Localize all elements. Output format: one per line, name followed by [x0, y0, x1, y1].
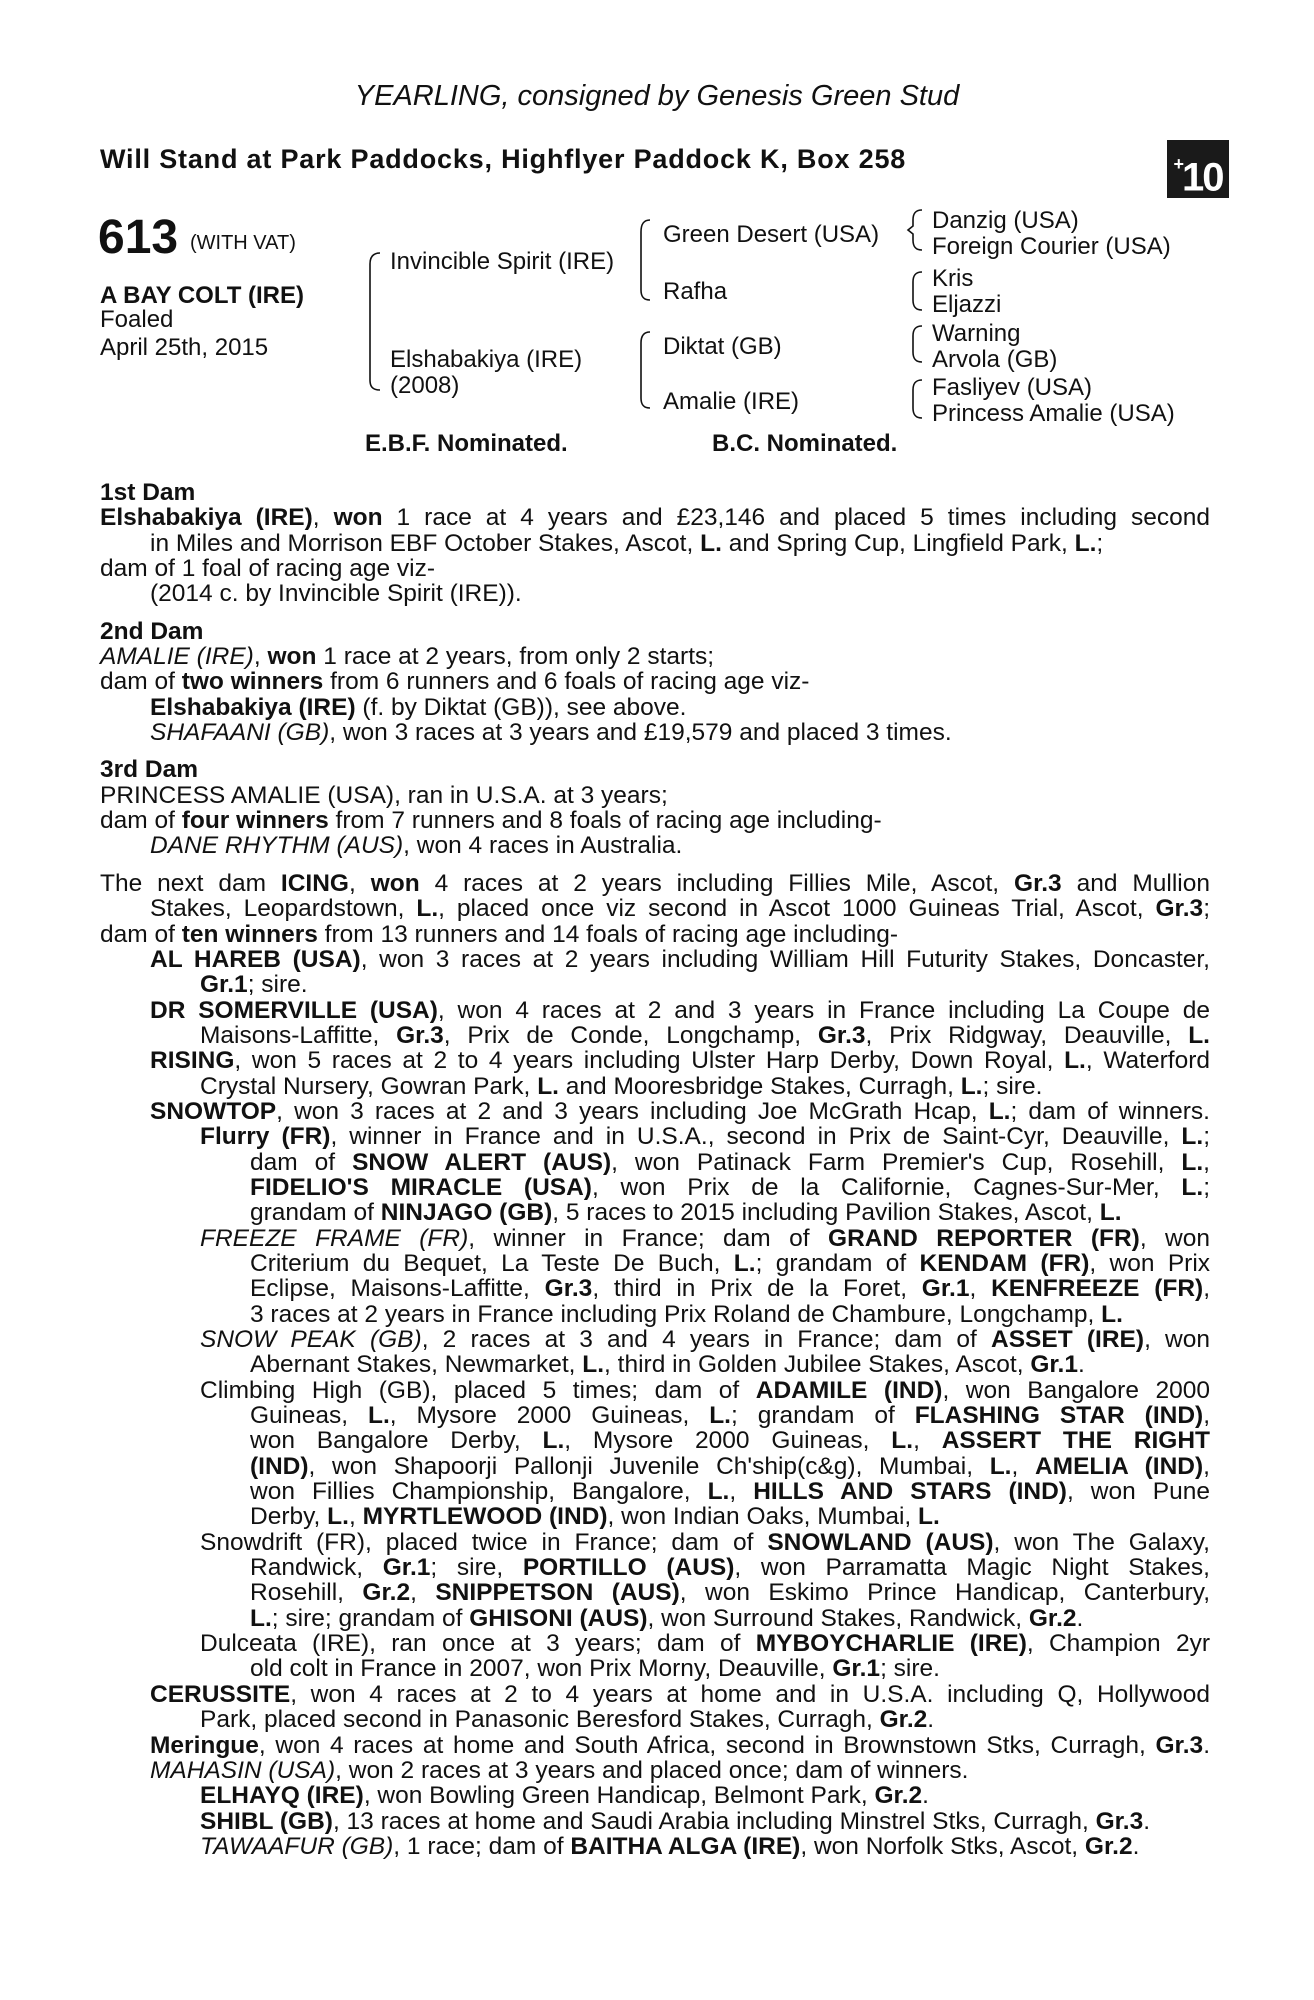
horse-name: A BAY COLT (IRE): [100, 282, 305, 309]
text-run: from 13 runners and 14 foals of racing age including-: [317, 920, 899, 948]
stand-location: Will Stand at Park Paddocks, Highflyer Paddock K, Box 258: [100, 144, 907, 174]
catalogue-title: YEARLING, consigned by Genesis Green Stud: [354, 80, 960, 112]
italic-run: SNOW PEAK (GB): [200, 1326, 422, 1353]
text-line: [100, 1580, 1210, 1605]
bold-run: (IND): [250, 1452, 309, 1480]
bold-run: Gr.3: [1155, 895, 1204, 923]
text-run: ; sire.: [247, 971, 308, 999]
bold-run: NINJAGO (GB): [380, 1199, 553, 1227]
text-line: [100, 1428, 1210, 1453]
text-run: Criterium du Bequet, La Teste De Buch,: [250, 1249, 734, 1277]
text-run: , Waterford: [1085, 1047, 1210, 1075]
text-line: [100, 1175, 1210, 1200]
bold-run: Gr.1: [200, 971, 248, 999]
bracket-g56: [913, 326, 922, 362]
text-run: Park, placed second in Panasonic Beresford Stakes, Curragh,: [200, 1706, 880, 1734]
bold-run: ASSET (IRE): [991, 1326, 1145, 1353]
text-run: , placed once viz second in Ascot 1000 Guineas Trial, Ascot,: [438, 895, 1156, 923]
bold-run: L.: [1181, 1173, 1204, 1201]
text-run: Climbing High (GB), placed 5 times; dam of: [200, 1376, 756, 1404]
bold-run: Flurry (FR): [200, 1123, 331, 1151]
bold-run: SNOWLAND (AUS): [767, 1528, 994, 1556]
text-run: ; sire; grandam of: [271, 1604, 470, 1632]
text-line: [100, 1352, 1210, 1377]
bold-run: Gr.1: [832, 1655, 881, 1683]
text-run: in Miles and Morrison EBF October Stakes, Ascot,: [150, 529, 701, 557]
text-run: ,: [1203, 1148, 1210, 1176]
text-line: [100, 480, 1210, 505]
text-line: [100, 1023, 1210, 1048]
foaled-date: Foaled April 25th, 2015: [100, 306, 269, 361]
bold-run: AL HAREB (USA): [150, 945, 361, 973]
text-run: old colt in France in 2007, won Prix Morny, Deauville,: [250, 1655, 833, 1683]
text-line: [100, 644, 1210, 669]
text-run: Stakes, Leopardstown,: [150, 895, 417, 923]
italic-run: FREEZE FRAME (FR): [200, 1224, 469, 1252]
section-heading: 2nd Dam: [100, 617, 204, 645]
text-run: ,: [348, 869, 371, 897]
text-line: [100, 720, 1210, 745]
text-run: ,: [729, 1478, 754, 1506]
text-run: , won The Galaxy,: [993, 1528, 1210, 1556]
bold-run: two winners: [181, 668, 324, 696]
text-run: ,: [312, 504, 334, 532]
text-line: [100, 1530, 1210, 1555]
text-run: Eclipse, Maisons-Laffitte,: [250, 1275, 545, 1303]
text-line: [100, 1555, 1210, 1580]
text-line: [100, 1682, 1210, 1707]
text-run: , won Prix: [1089, 1249, 1211, 1277]
text-run: , Mysore 2000 Guineas,: [389, 1402, 710, 1430]
bold-run: ICING: [280, 869, 349, 897]
text-line: [100, 1631, 1210, 1656]
text-line: [100, 1656, 1210, 1681]
bold-run: L.: [891, 1427, 914, 1455]
bold-run: Gr.3: [1014, 869, 1062, 897]
bold-run: L.: [918, 1503, 940, 1531]
text-run: ; sire.: [982, 1072, 1043, 1100]
text-run: (2014 c. by Invincible Spirit (IRE)).: [150, 580, 522, 608]
text-run: 1 race at 2 years, from only 2 starts;: [316, 643, 715, 671]
text-line: [100, 1200, 1210, 1225]
text-run: Maisons-Laffitte,: [200, 1021, 397, 1049]
bold-run: L.: [1099, 1199, 1122, 1227]
text-run: The next dam: [100, 869, 281, 897]
bold-run: Meringue: [150, 1731, 259, 1759]
bold-run: ELHAYQ (IRE): [200, 1782, 364, 1810]
text-run: Derby,: [250, 1503, 328, 1531]
text-run: and Mooresbridge Stakes, Curragh,: [558, 1072, 961, 1100]
bold-run: SNOW ALERT (AUS): [352, 1148, 612, 1176]
text-run: ,: [253, 643, 268, 671]
section-gap: [100, 745, 1210, 757]
text-run: PRINCESS AMALIE (USA), ran in U.S.A. at 3 years;: [100, 781, 668, 809]
text-run: dam of: [100, 920, 182, 948]
text-run: from 6 runners and 6 foals of racing age viz-: [323, 668, 810, 696]
text-run: , won 4 races at 2 and 3 years in France including La Coupe de: [437, 996, 1210, 1024]
text-run: (f. by Diktat (GB)), see above.: [355, 693, 687, 721]
bold-run: L.: [1188, 1021, 1210, 1049]
text-line: [100, 1783, 1210, 1808]
bold-run: SNOWTOP: [150, 1097, 277, 1125]
text-run: , won 5 races at 2 to 4 years including Ulster Harp Derby, Down Royal,: [234, 1047, 1065, 1075]
text-run: , won Prix de la Californie, Cagnes-Sur-Mer,: [591, 1173, 1182, 1201]
italic-run: TAWAAFUR (GB): [200, 1832, 394, 1860]
text-line: [100, 531, 1210, 556]
bold-run: GRAND REPORTER (FR): [828, 1224, 1140, 1252]
pedigree-g2: Foreign Courier (USA): [932, 233, 1171, 260]
text-run: , third in Prix de la Foret,: [592, 1275, 922, 1303]
bold-run: BAITHA ALGA (IRE): [570, 1832, 801, 1860]
pedigree-g3: Kris: [932, 265, 974, 292]
text-line: [100, 669, 1210, 694]
bold-run: L.: [1064, 1047, 1086, 1075]
text-run: , won Shapoorji Pallonji Juvenile Ch'ship(c&g), Mumbai,: [308, 1452, 990, 1480]
text-line: [100, 556, 1210, 581]
text-run: , 2 races at 3 and 4 years in France; dam of: [421, 1326, 992, 1353]
bold-run: KENFREEZE (FR): [991, 1275, 1204, 1303]
bold-run: GHISONI (AUS): [469, 1604, 648, 1632]
pedigree-g5: Warning: [932, 320, 1021, 347]
pedigree-g7: Fasliyev (USA): [932, 374, 1093, 401]
pedigree-sire-dam: Rafha: [663, 278, 728, 305]
vat-note: (WITH VAT): [190, 232, 296, 254]
bold-run: Gr.3: [1155, 1731, 1204, 1759]
text-run: 3 races at 2 years in France including Prix Roland de Chambure, Longchamp,: [250, 1300, 1102, 1328]
text-line: [100, 783, 1210, 808]
text-run: , won Indian Oaks, Mumbai,: [607, 1503, 919, 1531]
bold-run: L.: [368, 1402, 390, 1430]
bold-run: MYBOYCHARLIE (IRE): [755, 1630, 1027, 1658]
bold-run: Elshabakiya (IRE): [100, 504, 313, 532]
text-run: Dulceata (IRE), ran once at 3 years; dam of: [200, 1630, 756, 1658]
bold-run: won: [267, 643, 317, 671]
bracket-g78: [913, 380, 922, 418]
text-run: grandam of: [250, 1199, 381, 1227]
text-run: , won Pune: [1066, 1478, 1210, 1506]
text-run: , won 4 races at 2 to 4 years at home and in U.S.A. including Q, Hollywood: [290, 1680, 1210, 1708]
bold-run: CERUSSITE: [150, 1680, 291, 1708]
pedigree-dam-dam: Amalie (IRE): [663, 388, 800, 415]
text-run: , won 3 races at 2 years including William Hill Futurity Stakes, Doncaster,: [360, 945, 1210, 973]
text-run: ,: [410, 1579, 436, 1607]
bold-run: Elshabakiya (IRE): [150, 693, 356, 721]
bold-run: L.: [537, 1072, 559, 1100]
text-run: , 1 race; dam of: [393, 1832, 571, 1860]
bold-run: four winners: [181, 807, 329, 835]
bold-run: L.: [582, 1351, 605, 1379]
bold-run: L.: [988, 1097, 1011, 1125]
lot-number: 613: [98, 211, 179, 264]
text-run: ;: [1203, 1173, 1210, 1201]
text-run: , won 4 races in Australia.: [403, 832, 683, 860]
text-run: .: [1132, 1832, 1140, 1860]
pedigree-g8: Princess Amalie (USA): [932, 400, 1175, 427]
text-run: , Champion 2yr: [1026, 1630, 1210, 1658]
bold-run: FIDELIO'S MIRACLE (USA): [250, 1173, 592, 1201]
section-heading: 3rd Dam: [100, 756, 199, 784]
text-line: [100, 1378, 1210, 1403]
text-run: Guineas,: [250, 1402, 368, 1430]
pedigree-dam: Elshabakiya (IRE): [390, 346, 583, 373]
bold-run: L.: [250, 1604, 272, 1632]
text-run: ; sire.: [880, 1655, 940, 1683]
text-run: ;: [1203, 1123, 1211, 1151]
text-line: [100, 1099, 1210, 1124]
section-heading: 1st Dam: [100, 479, 196, 506]
bold-run: HILLS AND STARS (IND): [753, 1478, 1067, 1506]
text-line: [100, 1454, 1210, 1479]
pedigree-g1: Danzig (USA): [932, 207, 1079, 234]
text-run: ,: [1203, 1452, 1210, 1480]
text-run: , won 3 races at 2 and 3 years including Joe McGrath Hcap,: [276, 1097, 989, 1125]
bold-run: PORTILLO (AUS): [522, 1554, 735, 1582]
bold-run: Gr.3: [396, 1021, 444, 1049]
pedigree-sire-sire: Green Desert (USA): [663, 221, 880, 248]
text-run: and Spring Cup, Lingfield Park,: [721, 529, 1075, 557]
bold-run: AMELIA (IND): [1034, 1452, 1204, 1480]
text-run: , Mysore 2000 Guineas,: [564, 1427, 892, 1455]
text-line: [100, 1074, 1210, 1099]
text-line: [100, 833, 1210, 858]
bold-run: L.: [733, 1249, 756, 1277]
pedigree-sire: Invincible Spirit (IRE): [390, 248, 615, 275]
text-line: [100, 896, 1210, 921]
bold-run: L.: [1074, 529, 1097, 557]
text-line: [100, 998, 1210, 1023]
text-run: .: [1078, 1351, 1085, 1379]
text-run: ; grandam of: [755, 1249, 920, 1277]
text-line: [100, 505, 1210, 530]
text-run: won Fillies Championship, Bangalore,: [250, 1478, 708, 1506]
text-line: [100, 1124, 1210, 1149]
bold-run: Gr.1: [921, 1275, 970, 1303]
bold-run: MYRTLEWOOD (IND): [362, 1503, 608, 1531]
text-run: , won 4 races at home and South Africa, second in Brownstown Stks, Curragh,: [258, 1731, 1156, 1759]
text-run: 4 races at 2 years including Fillies Mile, Ascot,: [419, 869, 1015, 897]
bold-run: won: [333, 504, 383, 532]
bracket-main: [370, 253, 380, 390]
italic-run: SHAFAANI (GB): [150, 719, 330, 747]
bold-run: Gr.2: [1028, 1604, 1077, 1632]
bold-run: DR SOMERVILLE (USA): [150, 996, 438, 1024]
text-run: .: [922, 1782, 929, 1810]
bold-run: won: [370, 869, 420, 897]
text-run: , won Eskimo Prince Handicap, Canterbury,: [679, 1579, 1210, 1607]
text-run: , 5 races to 2015 including Pavilion Stakes, Ascot,: [552, 1199, 1100, 1227]
bracket-g34: [913, 272, 922, 310]
text-line: [100, 1403, 1210, 1428]
text-line: [100, 972, 1210, 997]
text-line: [100, 1327, 1210, 1352]
bold-run: Gr.3: [1095, 1807, 1144, 1835]
text-line: [100, 1150, 1210, 1175]
text-run: , Prix de Conde, Longchamp,: [443, 1021, 818, 1049]
text-run: , won: [1144, 1326, 1211, 1353]
bold-run: Gr.3: [817, 1021, 866, 1049]
bold-run: L.: [1181, 1148, 1204, 1176]
italic-run: MAHASIN (USA): [150, 1756, 336, 1784]
text-line: [100, 922, 1210, 947]
text-line: [100, 1479, 1210, 1504]
italic-run: AMALIE (IRE): [100, 643, 254, 671]
bold-run: L.: [709, 1402, 731, 1430]
bc-nominated: B.C. Nominated.: [712, 430, 898, 457]
bold-run: Gr.2: [1084, 1832, 1133, 1860]
ebf-nominated: E.B.F. Nominated.: [365, 430, 568, 457]
badge-plus: +: [1173, 154, 1182, 174]
text-line: [100, 1251, 1210, 1276]
bold-run: SHIBL (GB): [200, 1807, 333, 1835]
text-line: [100, 1226, 1210, 1251]
text-run: , 13 races at home and Saudi Arabia including Minstrel Stks, Curragh,: [332, 1807, 1096, 1835]
bold-run: L.: [416, 895, 439, 923]
text-run: , won Norfolk Stks, Ascot,: [800, 1832, 1085, 1860]
bold-run: L.: [1101, 1300, 1123, 1328]
text-run: ; dam of winners.: [1010, 1097, 1210, 1125]
bold-run: L.: [707, 1478, 730, 1506]
text-run: .: [927, 1706, 935, 1734]
text-run: .: [1143, 1807, 1151, 1835]
text-line: [100, 695, 1210, 720]
text-line: [100, 1276, 1210, 1301]
bold-run: Gr.1: [382, 1554, 431, 1582]
text-run: ;: [1203, 895, 1210, 923]
text-line: [100, 947, 1210, 972]
bracket-sire: [641, 220, 650, 300]
italic-run: DANE RHYTHM (AUS): [150, 832, 404, 860]
text-run: , won Bowling Green Handicap, Belmont Park,: [363, 1782, 875, 1810]
text-run: Abernant Stakes, Newmarket,: [250, 1351, 583, 1379]
text-run: won Bangalore Derby,: [250, 1427, 543, 1455]
text-line: [100, 808, 1210, 833]
text-run: , third in Golden Jubilee Stakes, Ascot,: [604, 1351, 1031, 1379]
text-run: ,: [1203, 1402, 1210, 1430]
text-run: , won 3 races at 3 years and £19,579 and placed 3 times.: [329, 719, 952, 747]
text-line: [100, 1048, 1210, 1073]
pedigree-dam-sire: Diktat (GB): [663, 333, 782, 360]
text-run: from 7 runners and 8 foals of racing age including-: [328, 807, 882, 835]
text-run: ;: [1096, 529, 1104, 557]
bold-run: L.: [960, 1072, 983, 1100]
bold-run: L.: [700, 529, 722, 557]
section-gap: [100, 607, 1210, 619]
bold-run: Gr.2: [879, 1706, 928, 1734]
bold-run: L.: [542, 1427, 565, 1455]
pedigree-brackets: [0, 0, 1314, 460]
text-line: [100, 871, 1210, 896]
badge-number: 10: [1182, 155, 1223, 200]
text-run: ; sire,: [430, 1554, 523, 1582]
text-run: ,: [913, 1427, 942, 1455]
text-run: Rosehill,: [250, 1579, 363, 1607]
text-run: .: [1076, 1604, 1084, 1632]
text-run: , won 2 races at 3 years and placed once; dam of winners.: [335, 1756, 969, 1784]
text-run: ,: [969, 1275, 992, 1303]
bold-run: Gr.3: [544, 1275, 593, 1303]
bold-run: ASSERT THE RIGHT: [941, 1427, 1210, 1455]
text-run: , winner in France and in U.S.A., second in Prix de Saint-Cyr, Deauville,: [330, 1123, 1182, 1151]
text-run: ,: [1011, 1452, 1035, 1480]
pedigree-dam-year: (2008): [390, 372, 460, 399]
bold-run: FLASHING STAR (IND): [914, 1402, 1204, 1430]
text-line: [100, 1809, 1210, 1834]
bold-run: Gr.1: [1030, 1351, 1078, 1379]
pedigree-g6: Arvola (GB): [932, 346, 1058, 373]
text-line: [100, 581, 1210, 606]
text-run: dam of: [250, 1148, 353, 1176]
text-run: ,: [1203, 1275, 1210, 1303]
bracket-dam: [641, 332, 650, 408]
bracket-g12: [908, 210, 922, 250]
text-line: [100, 1302, 1210, 1327]
text-run: , Prix Ridgway, Deauville,: [865, 1021, 1189, 1049]
text-run: dam of 1 foal of racing age viz-: [100, 555, 436, 583]
text-line: [100, 757, 1210, 782]
bold-run: L.: [1181, 1123, 1204, 1151]
text-run: , won Bangalore 2000: [942, 1376, 1211, 1404]
bold-run: RISING: [150, 1047, 235, 1075]
text-run: Randwick,: [250, 1554, 383, 1582]
text-run: , won: [1139, 1224, 1210, 1252]
text-run: Snowdrift (FR), placed twice in France; dam of: [200, 1528, 768, 1556]
bold-run: KENDAM (FR): [919, 1249, 1090, 1277]
text-run: Crystal Nursery, Gowran Park,: [200, 1072, 538, 1100]
text-run: ,: [348, 1503, 363, 1531]
text-run: , winner in France; dam of: [468, 1224, 829, 1252]
bold-run: SNIPPETSON (AUS): [435, 1579, 680, 1607]
text-run: 1 race at 4 years and £23,146 and placed 5 times including second: [382, 504, 1210, 532]
text-run: , won Patinack Farm Premier's Cup, Rosehill,: [611, 1148, 1182, 1176]
text-run: dam of: [100, 668, 182, 696]
bold-run: Gr.2: [362, 1579, 411, 1607]
text-line: [100, 1707, 1210, 1732]
text-line: [100, 619, 1210, 644]
family-text: [100, 480, 1210, 1859]
bold-run: L.: [327, 1503, 349, 1531]
bold-run: ADAMILE (IND): [755, 1376, 943, 1404]
text-line: [100, 1758, 1210, 1783]
bold-run: ten winners: [181, 920, 318, 948]
text-run: dam of: [100, 807, 182, 835]
pedigree-g4: Eljazzi: [932, 291, 1002, 318]
text-line: [100, 1606, 1210, 1631]
text-run: ; grandam of: [730, 1402, 915, 1430]
text-line: [100, 1504, 1210, 1529]
text-run: , won Surround Stakes, Randwick,: [647, 1604, 1029, 1632]
bold-run: Gr.2: [874, 1782, 923, 1810]
text-run: and Mullion: [1061, 869, 1211, 897]
text-line: [100, 1834, 1210, 1859]
text-line: [100, 1733, 1210, 1758]
bold-run: L.: [989, 1452, 1012, 1480]
text-run: .: [1203, 1731, 1210, 1759]
text-run: , won Parramatta Magic Night Stakes,: [734, 1554, 1210, 1582]
